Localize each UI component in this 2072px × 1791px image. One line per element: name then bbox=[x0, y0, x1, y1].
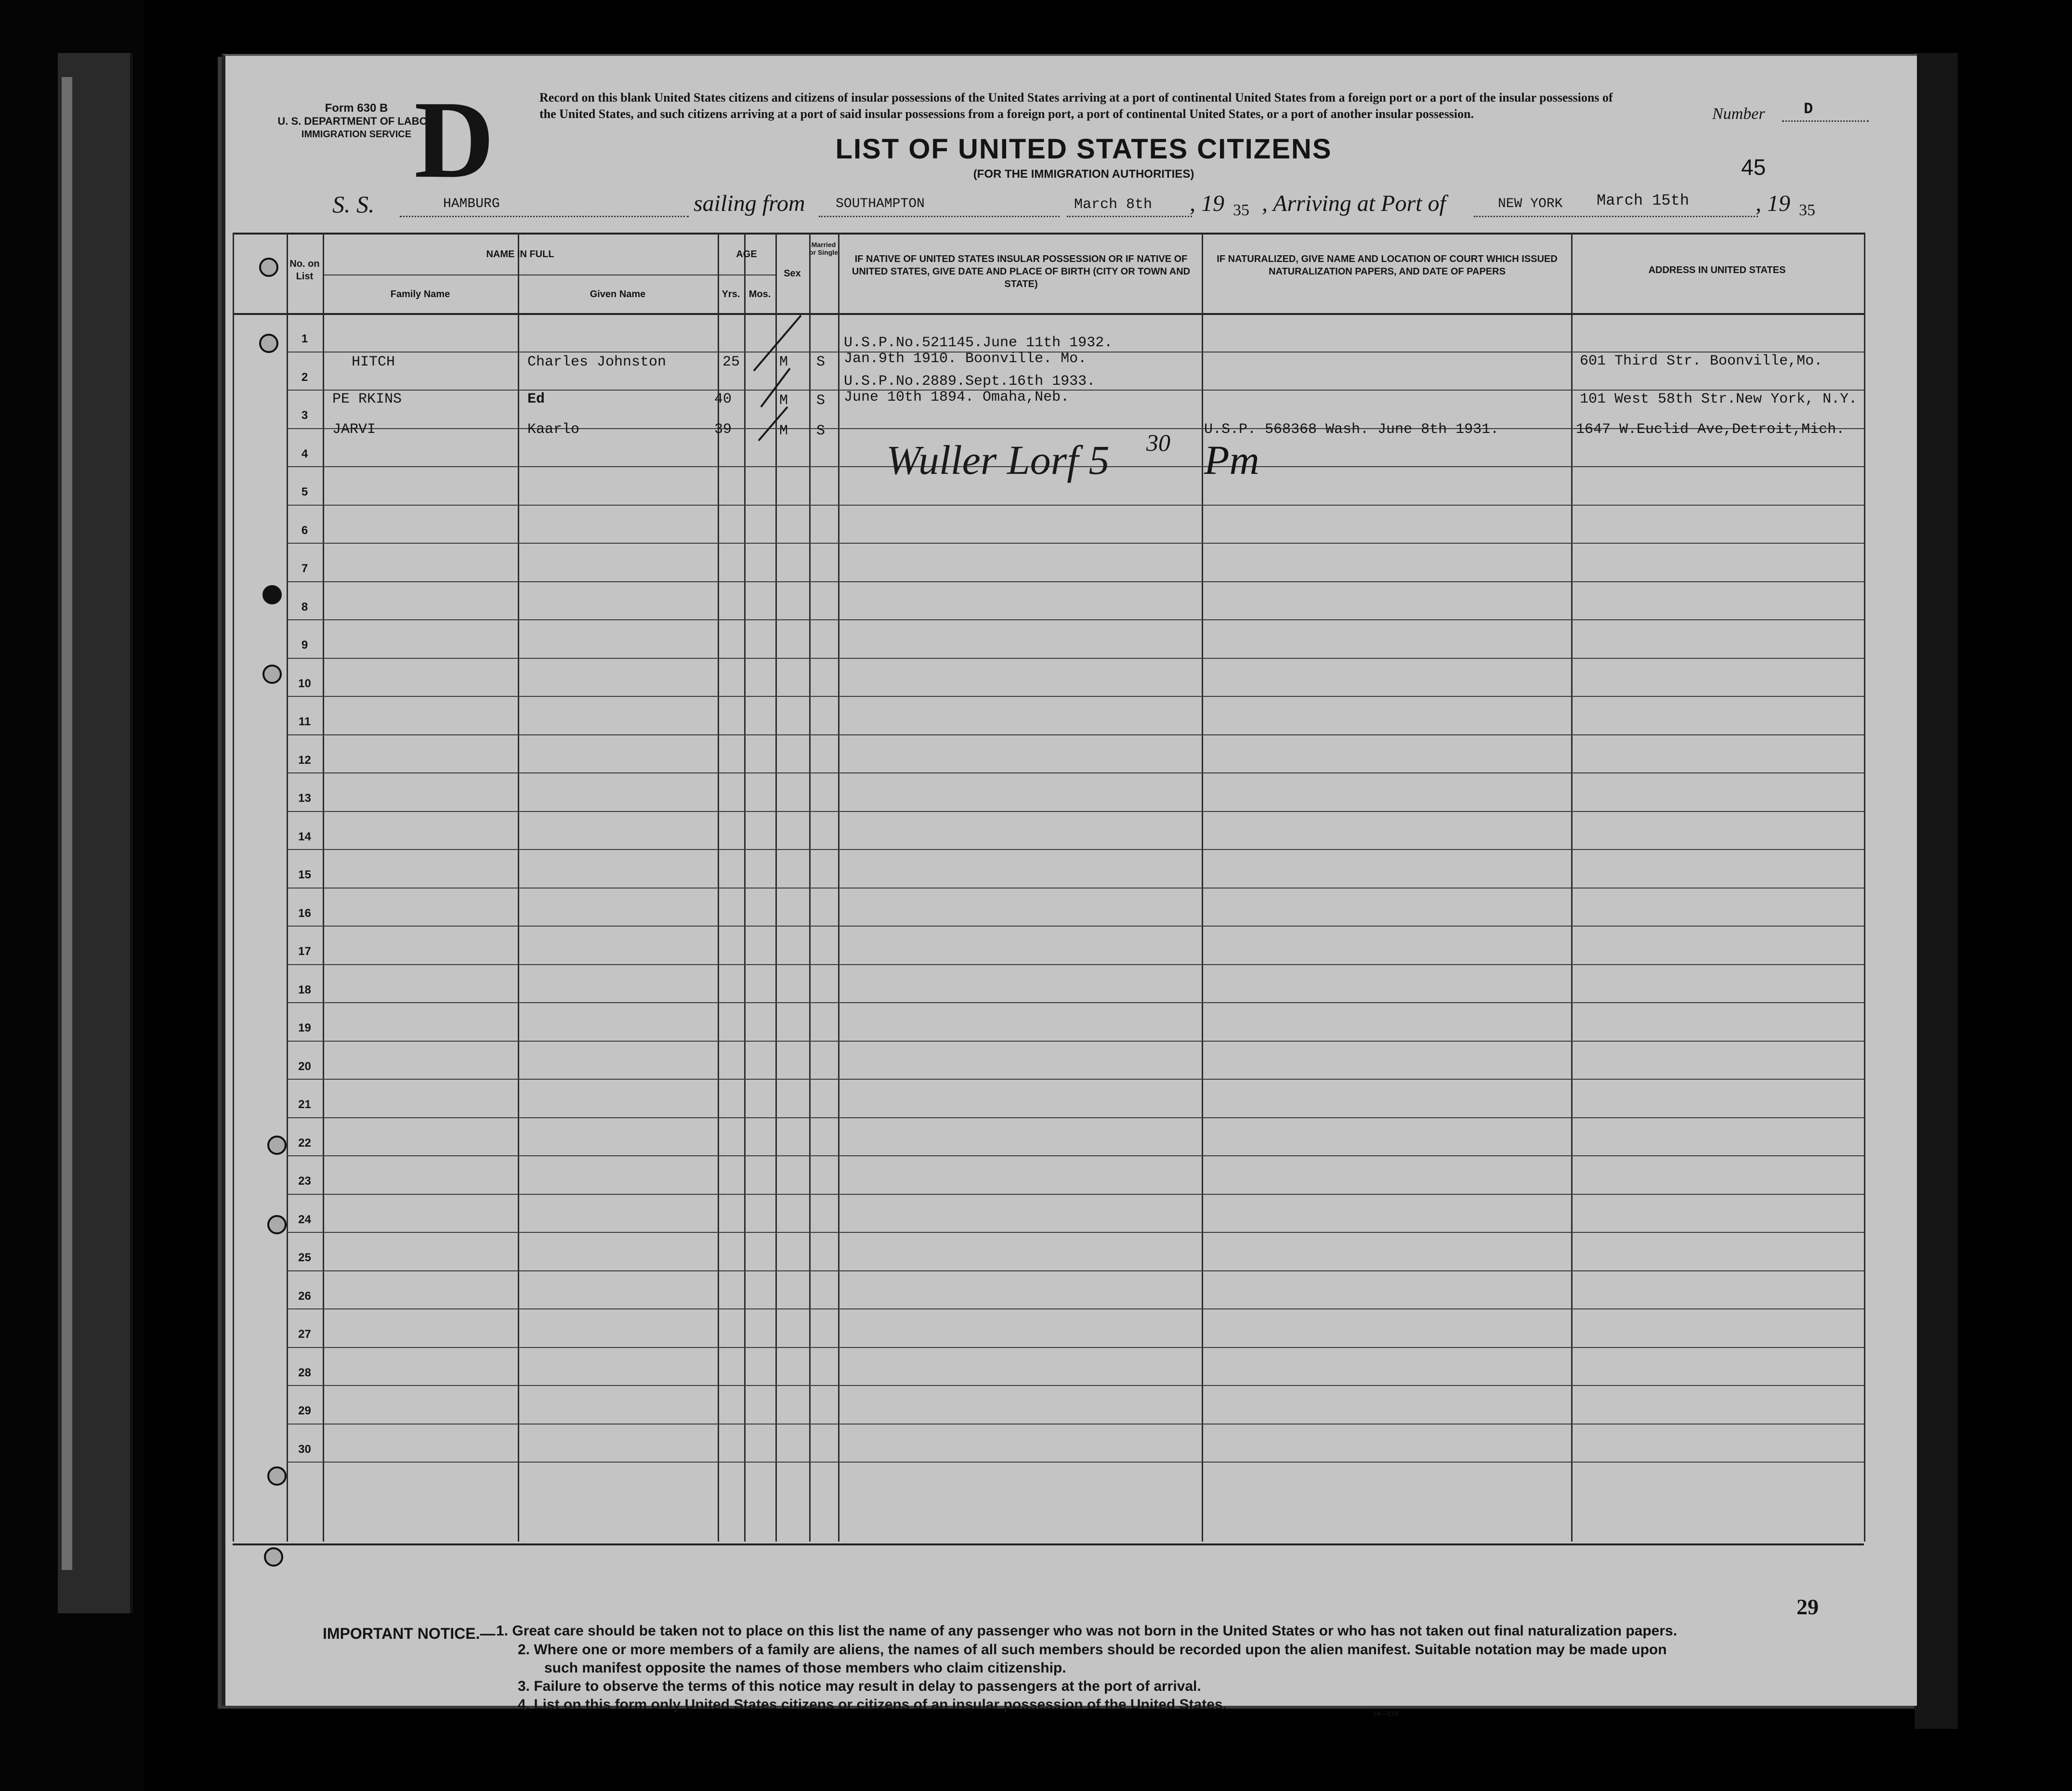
passenger-status: S bbox=[816, 354, 826, 370]
row-divider bbox=[287, 1232, 1864, 1233]
row-divider bbox=[287, 1462, 1864, 1463]
col-header-family: Family Name bbox=[390, 289, 450, 300]
page-subtitle: (FOR THE IMMIGRATION AUTHORITIES) bbox=[973, 168, 1194, 181]
row-number: 18 bbox=[298, 983, 311, 996]
punch-hole bbox=[267, 1215, 287, 1234]
row-divider bbox=[287, 811, 1864, 812]
row-number: 25 bbox=[298, 1251, 311, 1264]
row-number: 7 bbox=[301, 562, 308, 575]
col-header-age: AGE bbox=[736, 249, 757, 260]
row-number: 30 bbox=[298, 1442, 311, 1456]
row-divider bbox=[287, 1155, 1864, 1156]
row-divider bbox=[287, 696, 1864, 697]
arrival-year: 35 bbox=[1799, 201, 1815, 219]
from-line bbox=[819, 216, 1060, 217]
punch-hole bbox=[259, 334, 278, 353]
arrival-year-prefix: , 19 bbox=[1756, 191, 1790, 216]
date-line bbox=[1067, 216, 1192, 217]
number-label: Number bbox=[1712, 105, 1765, 123]
passenger-native-line-2: Jan.9th 1910. Boonville. Mo. bbox=[844, 351, 1087, 367]
year-prefix: , 19 bbox=[1190, 191, 1224, 216]
sailing-label: sailing from bbox=[694, 191, 805, 216]
row-divider bbox=[287, 1002, 1864, 1003]
notice-item-1: 1. Great care should be taken not to place on this list the name of any passenger who was not born in the United States or who has not taken out final naturalization papers. bbox=[496, 1623, 1678, 1639]
passenger-given-name: Kaarlo bbox=[527, 421, 580, 438]
passenger-native-line-1: U.S.P.No.521145.June 11th 1932. bbox=[844, 335, 1113, 351]
stamped-number: 29 bbox=[1797, 1595, 1819, 1619]
handwritten-note-superscript: 30 bbox=[1146, 429, 1170, 456]
passenger-address: 1647 W.Euclid Ave,Detroit,Mich. bbox=[1576, 421, 1845, 438]
passenger-sex: M bbox=[779, 392, 788, 409]
row-number: 23 bbox=[298, 1175, 311, 1188]
col-header-married: Married or Single bbox=[809, 241, 838, 256]
handwritten-note: Wuller Lorf 5 bbox=[886, 437, 1110, 483]
row-divider bbox=[287, 581, 1864, 582]
col-header-address: ADDRESS IN UNITED STATES bbox=[1648, 265, 1786, 275]
punch-hole bbox=[262, 665, 282, 684]
ss-label: S. S. bbox=[332, 191, 375, 218]
row-divider bbox=[287, 1385, 1864, 1386]
row-number: 27 bbox=[298, 1328, 311, 1341]
passenger-address: 601 Third Str. Boonville,Mo. bbox=[1580, 353, 1823, 369]
passenger-naturalized: U.S.P. 568368 Wash. June 8th 1931. bbox=[1204, 421, 1499, 438]
row-number: 29 bbox=[298, 1404, 311, 1417]
row-divider bbox=[287, 849, 1864, 850]
row-divider bbox=[287, 964, 1864, 965]
notice-item-2-continued: such manifest opposite the names of those members who claim citizenship. bbox=[544, 1660, 1066, 1676]
department-label: U. S. DEPARTMENT OF LABOR bbox=[277, 115, 435, 127]
row-number: 21 bbox=[298, 1098, 311, 1111]
row-number: 10 bbox=[298, 677, 311, 690]
punch-hole bbox=[259, 258, 278, 277]
binding-right-edge bbox=[1915, 53, 1958, 1729]
row-divider bbox=[287, 1117, 1864, 1118]
arriving-label: , Arriving at Port of bbox=[1262, 191, 1446, 216]
passenger-status: S bbox=[816, 392, 826, 409]
form-instructions: Record on this blank United States citizens and citizens of insular possessions of the United States arriving at a port of continental United States from a foreign port or a port of the insular possessions of the United States, and such citizens arriving at a port of said insular possessions from a foreign port, a port of continental United States, or a port of another insular possession. bbox=[539, 91, 1613, 121]
notice-item-3: 3. Failure to observe the terms of this notice may result in delay to passengers at the port of arrival. bbox=[518, 1678, 1201, 1694]
row-number: 2 bbox=[301, 370, 308, 384]
row-number: 20 bbox=[298, 1059, 311, 1073]
passenger-given-name: Ed bbox=[527, 391, 545, 407]
table-header-divider bbox=[233, 313, 1864, 315]
row-number: 12 bbox=[298, 753, 311, 767]
punch-hole bbox=[262, 585, 282, 604]
print-code: 14—214 bbox=[1373, 1710, 1398, 1717]
from-port: SOUTHAMPTON bbox=[836, 196, 925, 211]
col-header-name: NAME IN FULL bbox=[486, 249, 554, 260]
number-value: D bbox=[1804, 100, 1813, 118]
row-number: 6 bbox=[301, 523, 308, 537]
row-number: 17 bbox=[298, 945, 311, 958]
row-divider bbox=[287, 734, 1864, 735]
col-header-naturalized: IF NATURALIZED, GIVE NAME AND LOCATION OF COURT WHICH ISSUED NATURALIZATION PAPERS, AND DATE OF PAPERS bbox=[1217, 254, 1558, 277]
row-number: 3 bbox=[301, 409, 308, 422]
notice-title: IMPORTANT NOTICE.— bbox=[323, 1625, 496, 1642]
col-header-yrs: Yrs. bbox=[721, 289, 740, 300]
departure-year: 35 bbox=[1233, 201, 1249, 219]
passenger-native-line-2: June 10th 1894. Omaha,Neb. bbox=[844, 389, 1070, 405]
passenger-age: 40 bbox=[714, 391, 732, 407]
punch-hole bbox=[267, 1136, 287, 1155]
passenger-family-name: PE RKINS bbox=[332, 391, 402, 407]
passenger-sex: M bbox=[779, 354, 788, 370]
form-number: Form 630 B bbox=[325, 102, 388, 115]
check-marks bbox=[744, 313, 812, 443]
notice-item-2: 2. Where one or more members of a family are aliens, the names of all such members should be recorded upon the alien manifest. Suitable notation may be made upon bbox=[518, 1642, 1667, 1658]
passenger-status: S bbox=[816, 423, 826, 439]
col-header-native: IF NATIVE OF UNITED STATES INSULAR POSSESSION OR IF NATIVE OF UNITED STATES, GIVE DATE AND PLACE OF BIRTH (CITY OR TOWN AND STATE) bbox=[852, 254, 1191, 289]
ship-line bbox=[400, 216, 689, 217]
passenger-age: 25 bbox=[722, 354, 740, 370]
row-number: 22 bbox=[298, 1136, 311, 1150]
binder-highlight bbox=[62, 77, 72, 1570]
port-line bbox=[1474, 216, 1758, 217]
ship-name: HAMBURG bbox=[443, 196, 500, 211]
row-divider bbox=[287, 926, 1864, 927]
row-number: 13 bbox=[298, 792, 311, 805]
passenger-address: 101 West 58th Str.New York, N.Y. bbox=[1580, 391, 1858, 407]
arrival-port: NEW YORK bbox=[1498, 196, 1563, 211]
passenger-given-name: Charles Johnston bbox=[527, 354, 667, 370]
row-number: 16 bbox=[298, 906, 311, 920]
form-letter: D bbox=[414, 78, 495, 201]
row-divider bbox=[287, 390, 1864, 391]
col-header-given: Given Name bbox=[590, 289, 646, 300]
punch-hole bbox=[264, 1547, 283, 1567]
row-divider bbox=[287, 1270, 1864, 1271]
row-divider bbox=[287, 505, 1864, 506]
row-number: 1 bbox=[301, 332, 308, 345]
row-number: 8 bbox=[301, 600, 308, 614]
row-number: 9 bbox=[301, 639, 308, 652]
passenger-sex: M bbox=[779, 423, 788, 439]
passenger-native-line-1: U.S.P.No.2889.Sept.16th 1933. bbox=[844, 373, 1096, 390]
row-divider bbox=[287, 1041, 1864, 1042]
row-number: 19 bbox=[298, 1021, 311, 1034]
row-number: 4 bbox=[301, 447, 308, 460]
row-divider bbox=[287, 1079, 1864, 1080]
table-border-right bbox=[1864, 233, 1865, 1542]
number-line bbox=[1782, 120, 1869, 122]
passenger-family-name: HITCH bbox=[352, 354, 395, 370]
row-divider bbox=[287, 619, 1864, 620]
passenger-age: 39 bbox=[714, 421, 732, 438]
row-divider bbox=[287, 1308, 1864, 1309]
row-number: 28 bbox=[298, 1366, 311, 1379]
row-number: 26 bbox=[298, 1289, 311, 1303]
row-divider bbox=[287, 888, 1864, 889]
col-header-mos: Mos. bbox=[748, 289, 771, 300]
departure-date: March 8th bbox=[1074, 196, 1153, 213]
row-divider bbox=[287, 658, 1864, 659]
row-number: 24 bbox=[298, 1213, 311, 1226]
notice-item-4: 4. List on this form only United States citizens or citizens of an insular possession of the United States. bbox=[518, 1697, 1227, 1713]
arrival-date: March 15th bbox=[1597, 192, 1690, 209]
col-header-no: No. on List bbox=[289, 259, 320, 282]
page-number: 45 bbox=[1741, 155, 1766, 180]
row-divider bbox=[287, 543, 1864, 544]
row-divider bbox=[287, 1347, 1864, 1348]
row-number: 14 bbox=[298, 830, 311, 843]
punch-hole bbox=[267, 1466, 287, 1486]
row-number: 11 bbox=[298, 715, 311, 728]
row-divider bbox=[287, 1424, 1864, 1425]
row-number: 15 bbox=[298, 868, 311, 881]
row-divider bbox=[287, 772, 1864, 773]
row-divider bbox=[287, 1194, 1864, 1195]
page-title: LIST OF UNITED STATES CITIZENS bbox=[835, 133, 1332, 165]
handwritten-note-pm: Pm bbox=[1204, 437, 1259, 483]
row-number: 5 bbox=[301, 485, 308, 498]
col-header-sex: Sex bbox=[784, 268, 801, 279]
passenger-family-name: JARVI bbox=[332, 421, 376, 438]
service-label: IMMIGRATION SERVICE bbox=[301, 129, 412, 140]
table-border-left bbox=[233, 233, 234, 1542]
